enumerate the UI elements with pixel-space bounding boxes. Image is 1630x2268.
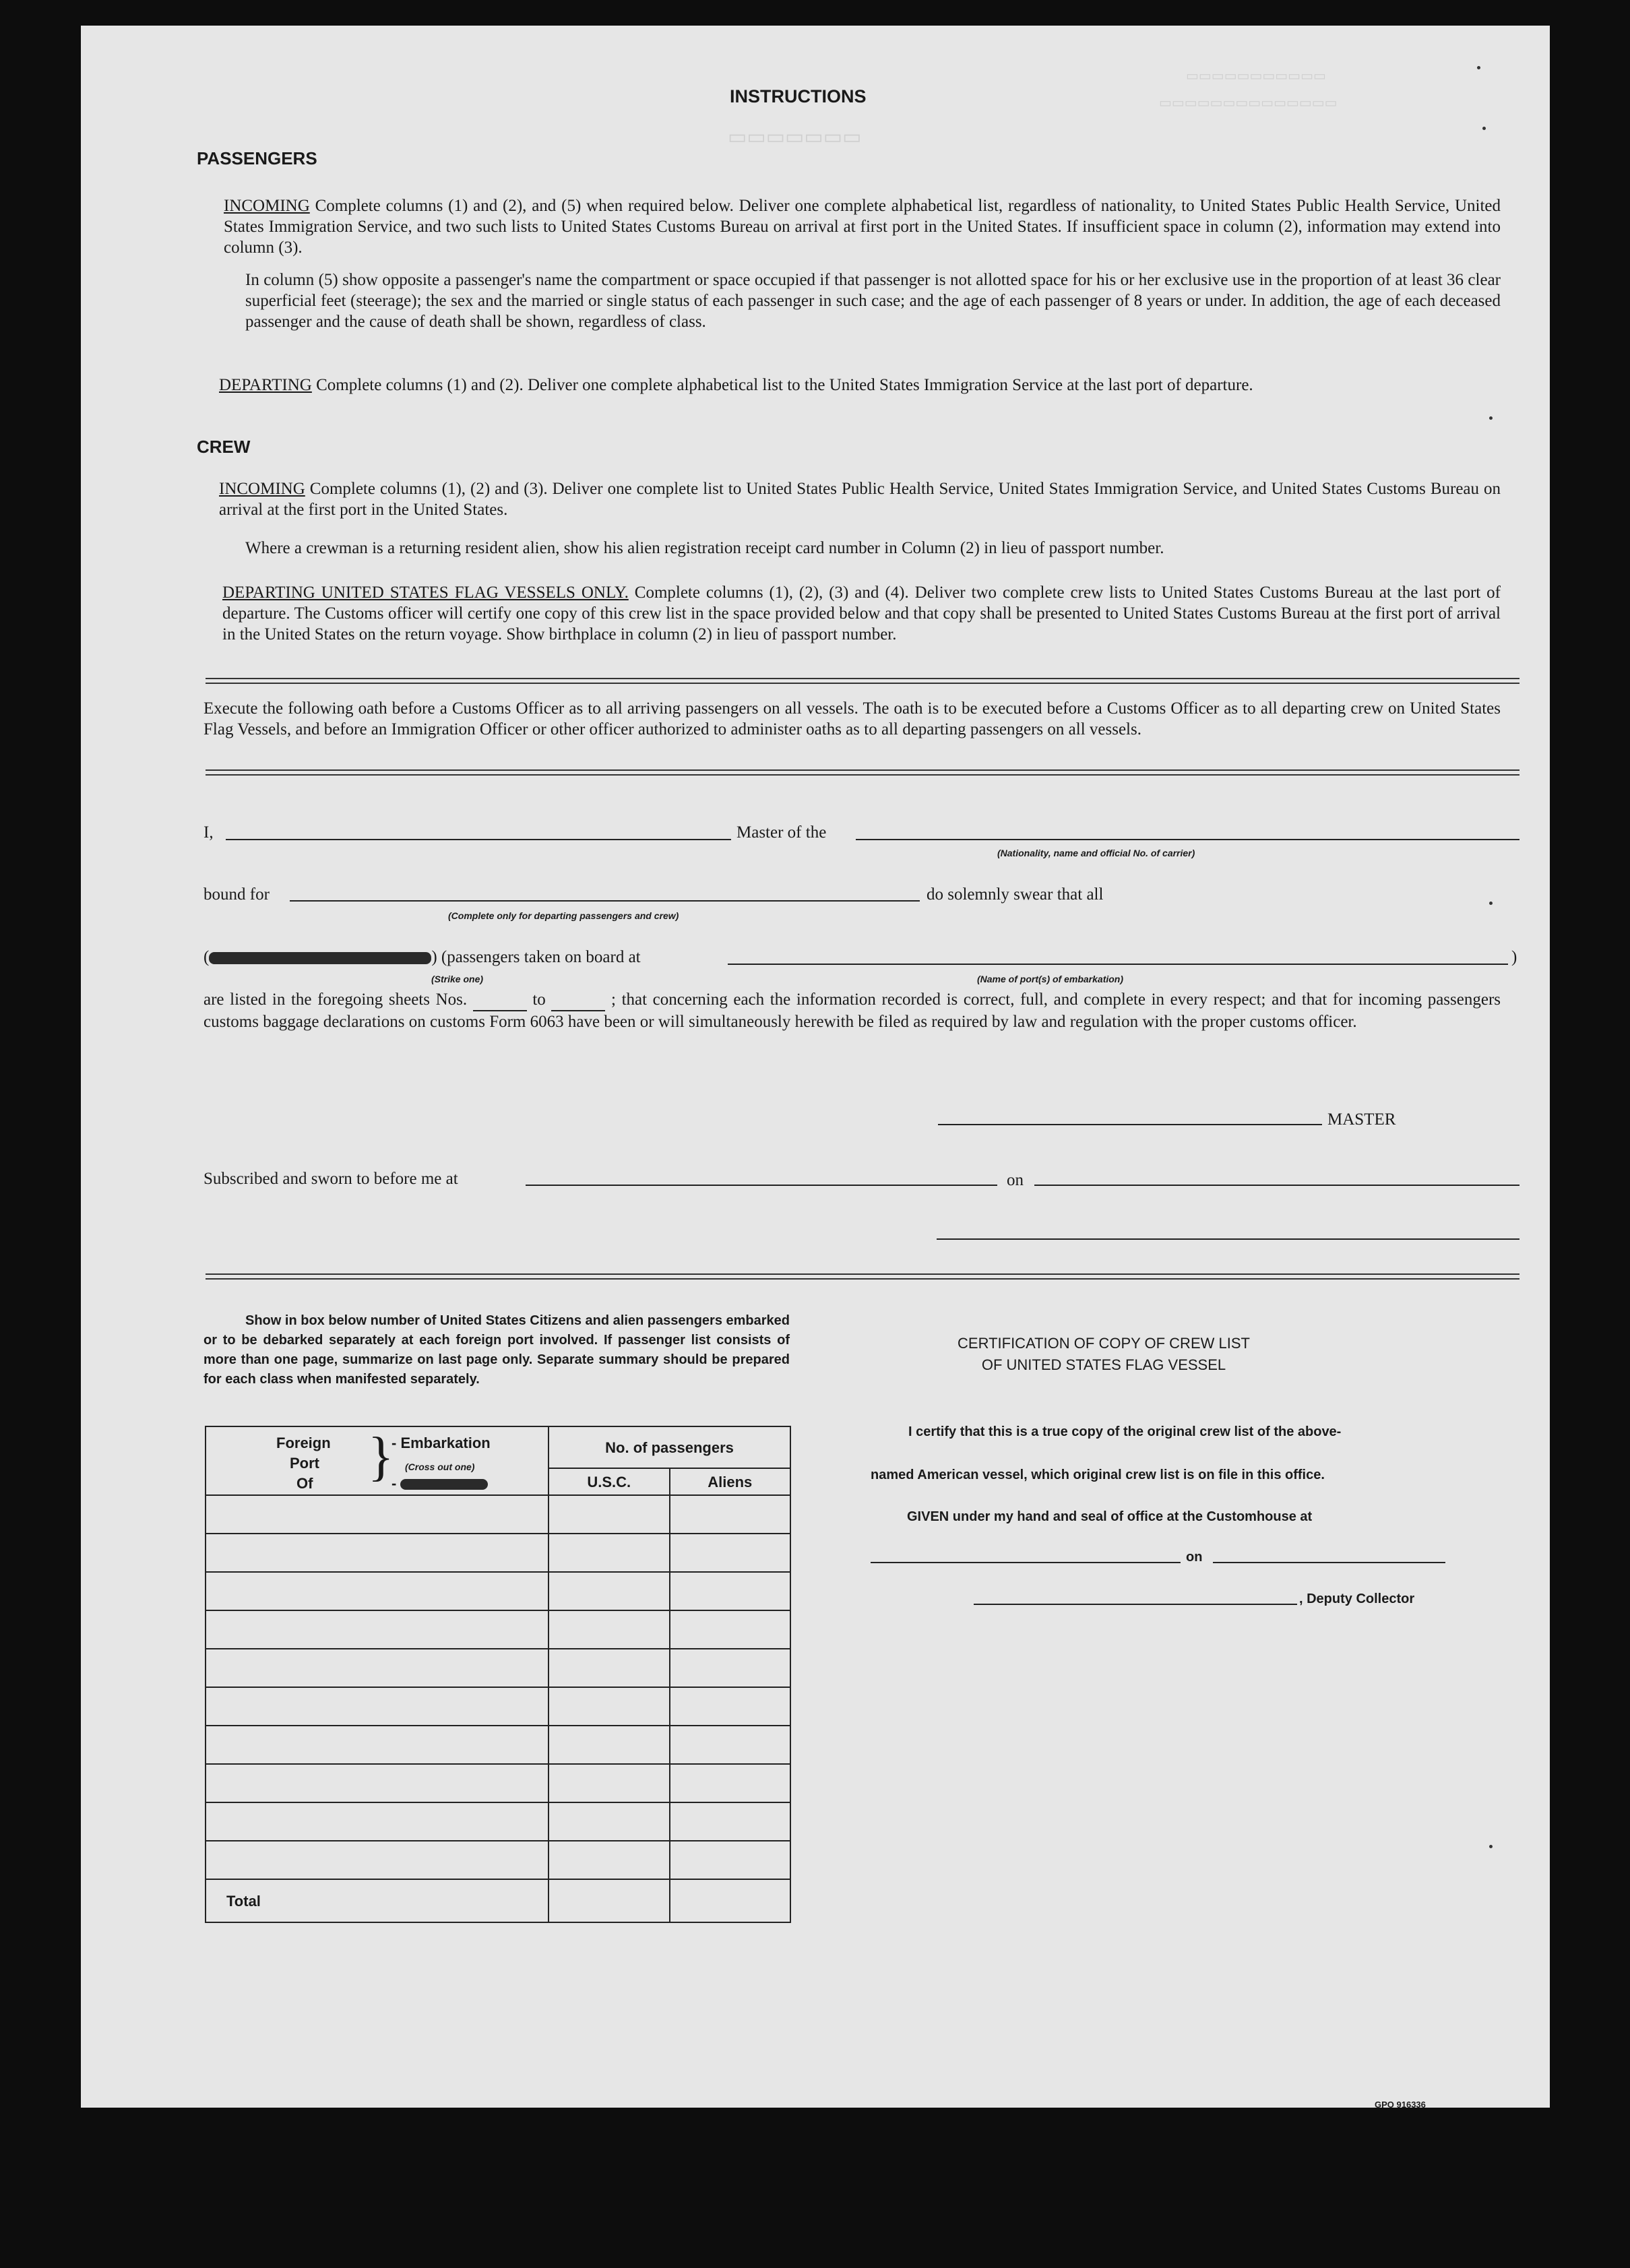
officer-signature-line[interactable] <box>937 1238 1519 1240</box>
table-row <box>206 1610 790 1649</box>
port-cell[interactable] <box>206 1726 548 1764</box>
sworn-on-label: on <box>1007 1171 1024 1189</box>
table-row <box>206 1687 790 1726</box>
certification-heading-1: CERTIFICATION OF COPY OF CREW LIST <box>958 1335 1250 1352</box>
usc-header: U.S.C. <box>548 1468 669 1495</box>
foreign-port-header <box>206 1426 548 1495</box>
usc-cell[interactable] <box>548 1802 669 1841</box>
speck <box>1477 66 1480 69</box>
sheet-from-field[interactable] <box>473 989 527 1011</box>
aliens-cell[interactable] <box>670 1841 791 1879</box>
deputy-collector-label: , Deputy Collector <box>1299 1592 1415 1606</box>
no-of-passengers-header: No. of passengers <box>548 1426 790 1468</box>
certification-heading-2: OF UNITED STATES FLAG VESSEL <box>981 1356 1226 1373</box>
table-row <box>206 1572 790 1610</box>
passengers-departing-text: Complete columns (1) and (2). Deliver one complete alphabetical list to the United States Immigration Service at the last port of departure. <box>316 376 1253 394</box>
aliens-cell[interactable] <box>670 1726 791 1764</box>
aliens-total-cell[interactable] <box>670 1879 791 1922</box>
cross-out-caption: (Cross out one) <box>405 1461 475 1472</box>
summary-instruction: Show in box below number of United States Citizens and alien passengers embarked or to be debarked separately at each foreign port involved. If passenger list consists of more than one page, summarize on last page only. Separate summary should be prepared for each class when manifested separately. <box>203 1313 790 1387</box>
port-cell[interactable] <box>206 1649 548 1687</box>
sworn-date-line[interactable] <box>1034 1185 1519 1186</box>
carrier-caption: (Nationality, name and official No. of carrier) <box>997 848 1195 858</box>
brace-glyph: } <box>368 1427 394 1486</box>
certification-on-label: on <box>1186 1550 1203 1565</box>
total-label: Total <box>206 1879 548 1922</box>
passengers-departing-label: DEPARTING <box>219 376 312 394</box>
crew-departing-label: DEPARTING UNITED STATES FLAG VESSELS ONLY. <box>222 584 629 602</box>
strike-one-caption: (Strike one) <box>431 974 484 984</box>
aliens-cell[interactable] <box>670 1495 791 1534</box>
bound-for-caption: (Complete only for departing passengers and crew) <box>448 910 679 921</box>
document-page <box>81 26 1550 2108</box>
strike-one-line: ( ) (passengers taken on board at <box>203 948 641 966</box>
passengers-column5-paragraph: In column (5) show opposite a passenger's name the compartment or space occupied if that passenger is not allotted space for his or her exclusive use in the proportion of at least 36 clear superficial feet (steerage); the sex and the married or single status of each passenger in such case; and the age of each passenger of 8 years or under. In addition, the age of each deceased passenger and the cause of death shall be shown, regardless of class. <box>245 271 1501 331</box>
aliens-cell[interactable] <box>670 1610 791 1649</box>
table-row <box>206 1534 790 1572</box>
usc-cell[interactable] <box>548 1495 669 1534</box>
aliens-cell[interactable] <box>670 1687 791 1726</box>
usc-cell[interactable] <box>548 1649 669 1687</box>
table-row <box>206 1726 790 1764</box>
table-row <box>206 1649 790 1687</box>
page-title: INSTRUCTIONS <box>730 86 867 106</box>
aliens-cell[interactable] <box>670 1764 791 1802</box>
certification-line-2: named American vessel, which original crew list is on file in this office. <box>871 1468 1325 1482</box>
crew-incoming-paragraph <box>219 478 1501 520</box>
speck <box>1489 1845 1493 1848</box>
usc-total-cell[interactable] <box>548 1879 669 1922</box>
crew-departing-text: Complete columns (1), (2), (3) and (4). Deliver two complete crew lists to United States Customs Bureau at the last port of departure. The Customs officer will certify one copy of this crew list in the space provided below and that copy shall be presented to United States Customs Bureau at the first port of arrival in the United States on the return voyage. Show birthplace in column (2) in lieu of passport number. <box>222 584 1501 643</box>
port-cell[interactable] <box>206 1841 548 1879</box>
table-row <box>206 1841 790 1879</box>
subscribed-label: Subscribed and sworn to before me at <box>203 1170 458 1188</box>
speck <box>1482 127 1486 130</box>
master-name-line[interactable] <box>226 839 731 840</box>
port-cell[interactable] <box>206 1534 548 1572</box>
certification-line-3: GIVEN under my hand and seal of office at the Customhouse at <box>907 1509 1313 1524</box>
debarkation-redacted: - <box>391 1473 488 1494</box>
table-total-row <box>206 1879 790 1922</box>
usc-cell[interactable] <box>548 1764 669 1802</box>
carrier-line[interactable] <box>856 839 1519 840</box>
crew-incoming-text: Complete columns (1), (2) and (3). Deliver one complete list to United States Public Health Service, United States Immigration Service, and United States Customs Bureau on arrival at the first port in the United States. <box>219 480 1501 519</box>
oath-i-label: I, <box>203 823 214 842</box>
section-divider <box>206 678 1519 684</box>
section-divider <box>206 1273 1519 1280</box>
certification-line-1: I certify that this is a true copy of the original crew list of the above- <box>908 1424 1342 1439</box>
passengers-heading: PASSENGERS <box>197 148 317 168</box>
usc-cell[interactable] <box>548 1687 669 1726</box>
close-paren: ) <box>1511 948 1517 966</box>
aliens-cell[interactable] <box>670 1572 791 1610</box>
aliens-cell[interactable] <box>670 1802 791 1841</box>
usc-cell[interactable] <box>548 1534 669 1572</box>
crew-resident-alien-paragraph: Where a crewman is a returning resident alien, show his alien registration receipt card number in Column (2) in lieu of passport number. <box>245 539 1164 557</box>
port-label: Port <box>290 1455 319 1472</box>
bound-for-line[interactable] <box>290 900 920 902</box>
table-row <box>206 1495 790 1534</box>
sheets-text-a: are listed in the foregoing sheets Nos. <box>203 990 468 1009</box>
customhouse-line[interactable] <box>871 1562 1181 1563</box>
port-cell[interactable] <box>206 1764 548 1802</box>
crew-incoming-label: INCOMING <box>219 480 305 498</box>
section-divider <box>206 769 1519 776</box>
speck <box>1489 416 1493 420</box>
table-row <box>206 1764 790 1802</box>
master-of-the-label: Master of the <box>736 823 827 842</box>
table-header-row <box>206 1426 790 1468</box>
crew-heading: CREW <box>197 437 251 457</box>
port-of-embarkation-line[interactable] <box>728 964 1508 965</box>
usc-cell[interactable] <box>548 1572 669 1610</box>
port-cell[interactable] <box>206 1802 548 1841</box>
sheets-text-b: ; that concerning each the information recorded is correct, full, and complete in every respect; and that for incoming passengers customs baggage declarations on customs Form 6063 have been or will simultaneously herewith be filed as required by law and regulation with the proper customs officer. <box>203 990 1501 1031</box>
port-cell[interactable] <box>206 1610 548 1649</box>
sworn-place-line[interactable] <box>526 1185 997 1186</box>
foreign-label: Foreign <box>276 1435 331 1451</box>
usc-cell[interactable] <box>548 1610 669 1649</box>
aliens-header: Aliens <box>670 1468 791 1495</box>
passengers-incoming-text: Complete columns (1) and (2), and (5) when required below. Deliver one complete alphabetical list, regardless of nationality, to United States Public Health Service, United States Immigration Service, and two such lists to United States Customs Bureau on arrival at first port in the United States. If insufficient space in column (2), information may extend into column (3). <box>224 197 1501 257</box>
table-row <box>206 1802 790 1841</box>
certification-heading <box>929 1333 1279 1376</box>
bound-for-label: bound for <box>203 885 270 904</box>
of-label: Of <box>296 1475 313 1492</box>
bleed-through-mark: ▭▭▭▭▭▭▭▭▭▭▭ <box>1186 69 1326 84</box>
sheets-paragraph <box>203 989 1501 1032</box>
sheet-to-field[interactable] <box>551 989 605 1011</box>
aliens-cell[interactable] <box>670 1649 791 1687</box>
redacted-text <box>209 952 431 964</box>
aliens-cell[interactable] <box>670 1534 791 1572</box>
passengers-incoming-paragraph <box>224 195 1501 258</box>
certification-date-line[interactable] <box>1213 1562 1445 1563</box>
deputy-signature-line[interactable] <box>974 1604 1297 1605</box>
passenger-summary-table <box>205 1426 791 1923</box>
crew-departing-paragraph <box>222 582 1501 645</box>
swear-text: do solemnly swear that all <box>927 885 1104 904</box>
print-code: GPO 916336 <box>1375 2100 1426 2110</box>
taken-on-board-label: ) (passengers taken on board at <box>431 948 641 966</box>
embarkation-label: - Embarkation <box>391 1435 491 1451</box>
passengers-incoming-label: INCOMING <box>224 197 310 215</box>
oath-instruction: Execute the following oath before a Customs Officer as to all arriving passengers on all vessels. The oath is to be executed before a Customs Officer as to all departing crew on United States Flag Vessels, and before an Immigration Officer or other officer authorized to administer oaths as to all departing passengers on all vessels. <box>203 699 1501 738</box>
bleed-through-mark: ▭▭▭▭▭▭▭ <box>728 126 862 148</box>
master-label: MASTER <box>1327 1110 1396 1129</box>
speck <box>1489 902 1493 905</box>
port-cell[interactable] <box>206 1687 548 1726</box>
bleed-through-mark: ▭▭▭▭▭▭▭▭▭▭▭▭▭▭ <box>1159 96 1338 111</box>
master-signature-line[interactable] <box>938 1124 1322 1125</box>
usc-cell[interactable] <box>548 1726 669 1764</box>
port-caption: (Name of port(s) of embarkation) <box>977 974 1124 984</box>
sheets-to-label: to <box>532 990 546 1009</box>
passengers-departing-paragraph <box>219 375 1501 396</box>
port-cell[interactable] <box>206 1495 548 1534</box>
usc-cell[interactable] <box>548 1841 669 1879</box>
port-cell[interactable] <box>206 1572 548 1610</box>
